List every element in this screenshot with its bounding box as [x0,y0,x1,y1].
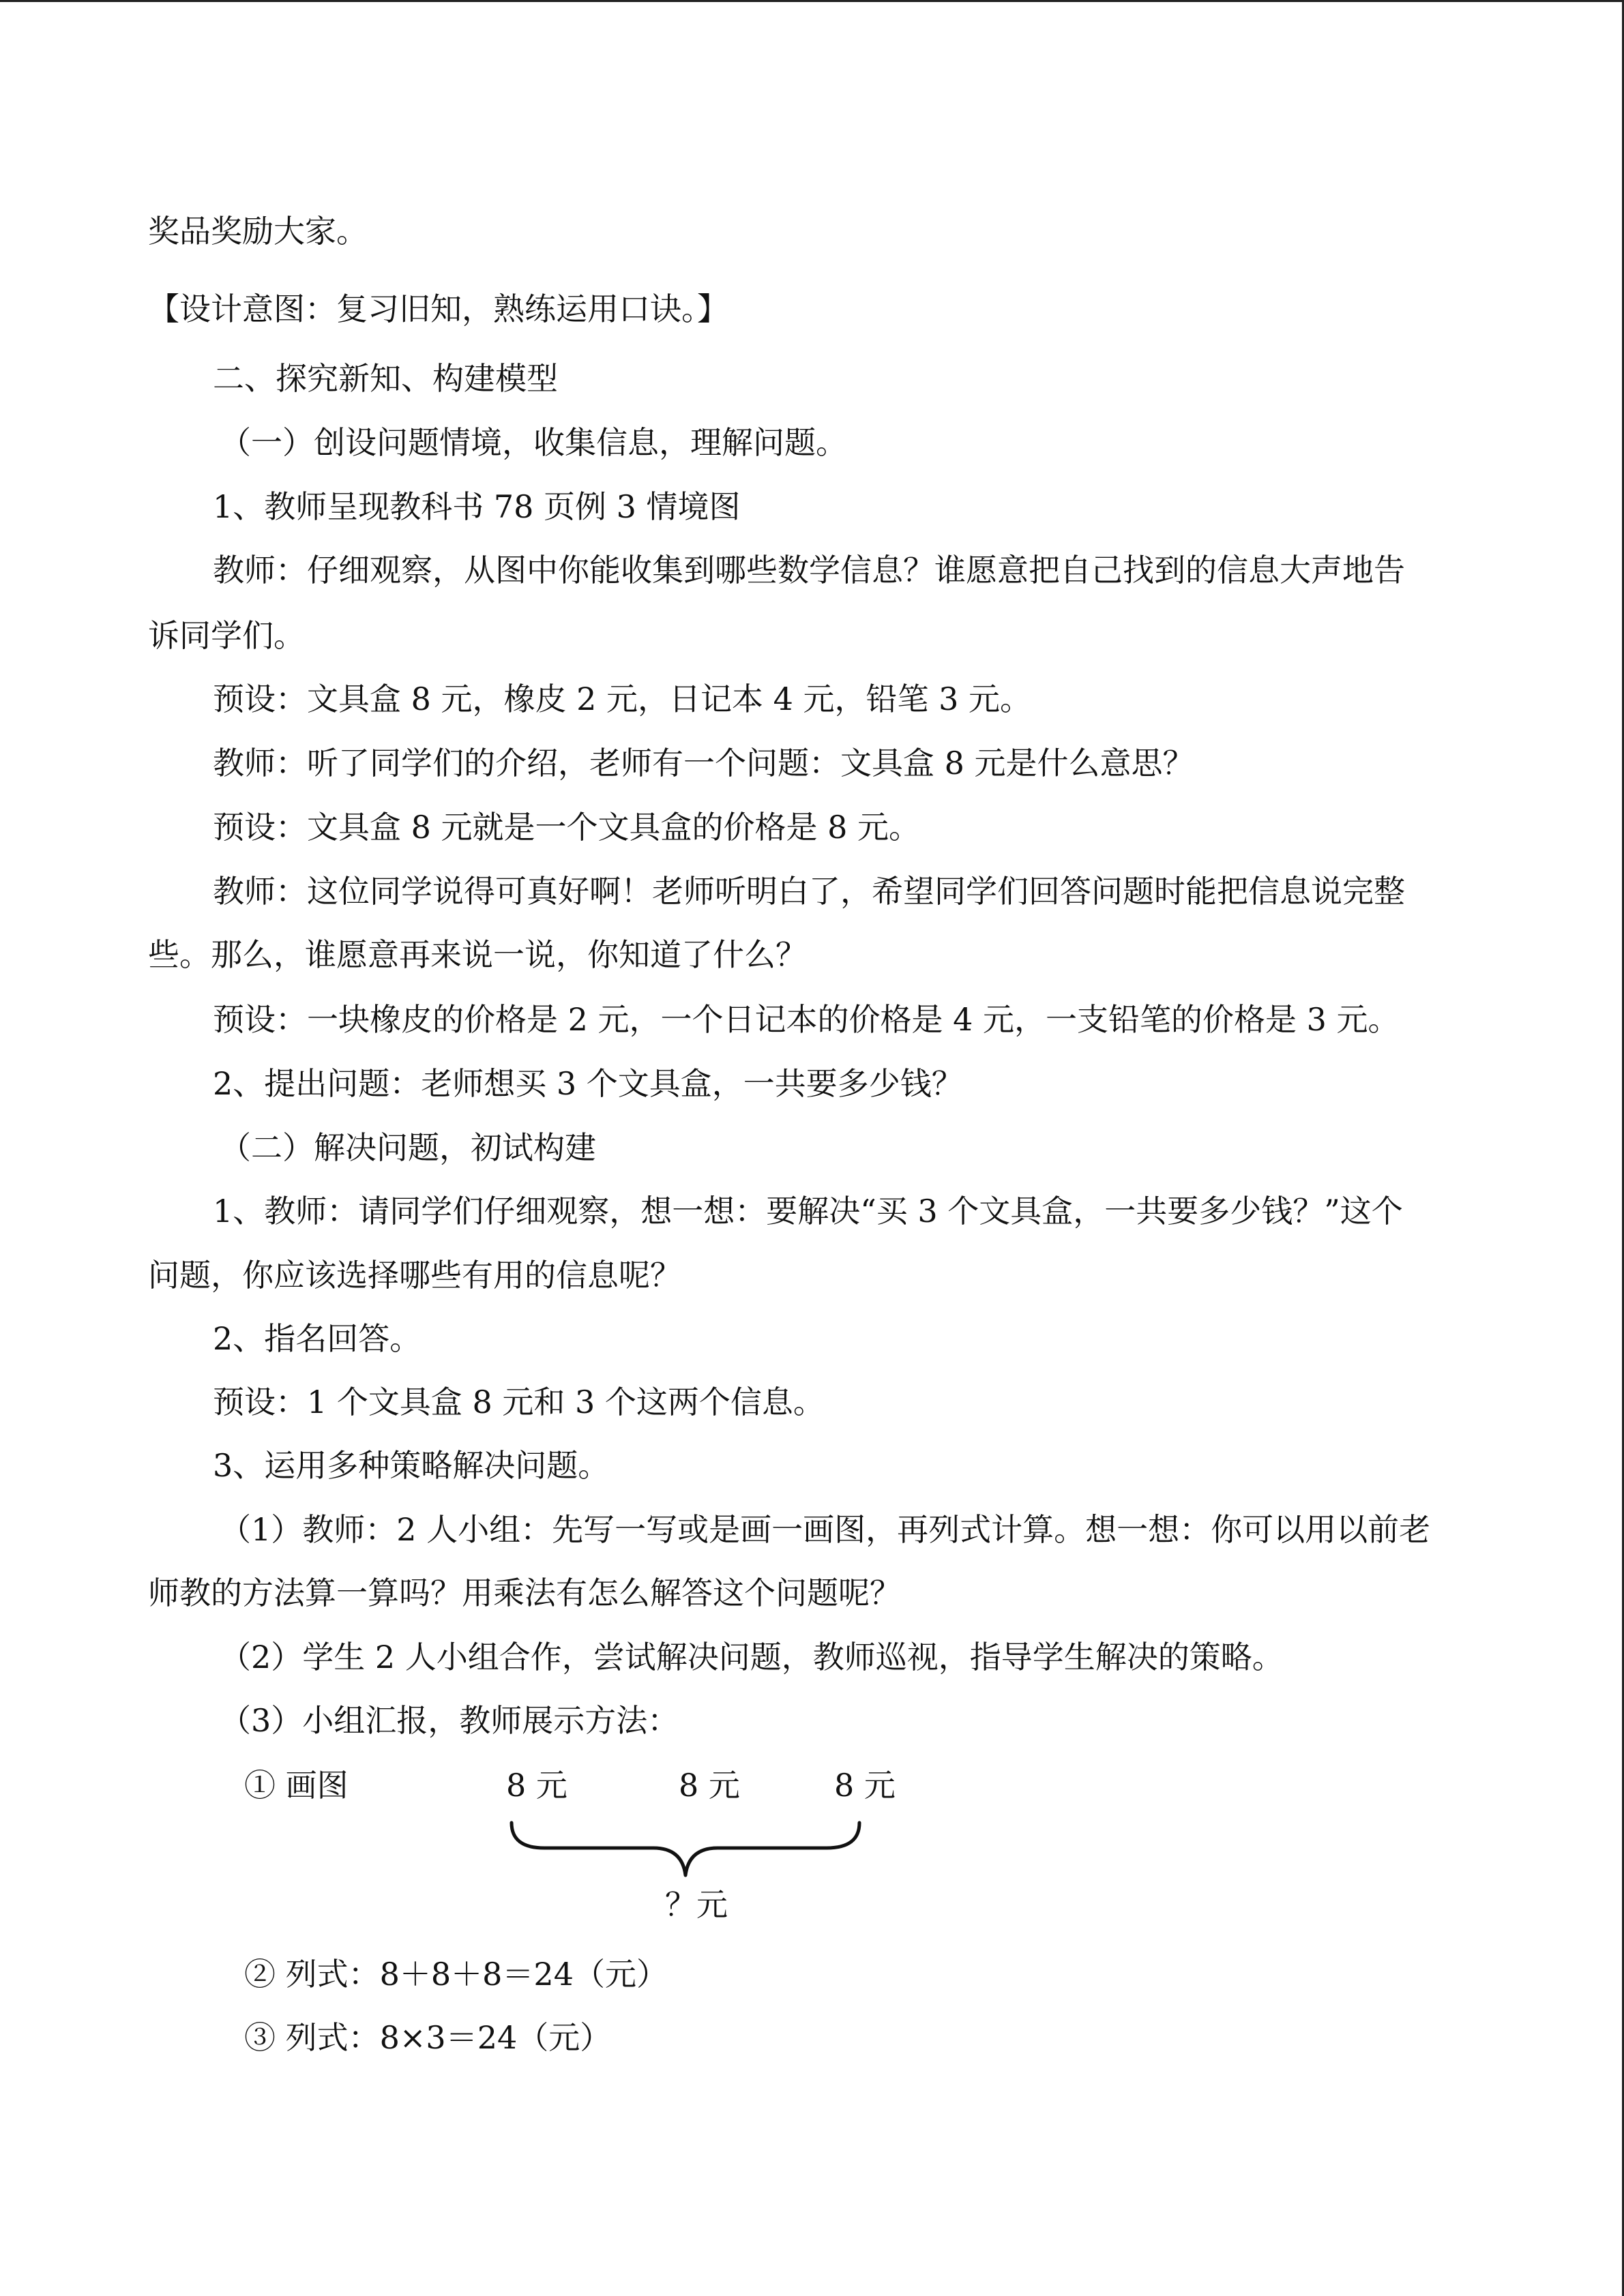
text-line-10: 预设：文具盒 8 元就是一个文具盒的价格是 8 元。 [213,809,921,846]
subsection-heading-2: （二）解决问题，初试构建 [220,1129,596,1166]
diagram-price-2: 8 元 [679,1767,740,1804]
design-intent: 【设计意图：复习旧知，熟练运用口诀。】 [148,290,728,327]
text-line-22: 师教的方法算一算吗？用乘法有怎么解答这个问题呢？ [148,1575,901,1611]
text-line-12: 些。那么，谁愿意再来说一说，你知道了什么？ [148,936,807,973]
text-line-14: 2、提出问题：老师想买 3 个文具盒，一共要多少钱？ [213,1065,963,1102]
text-line-21: （1）教师：2 人小组：先写一写或是画一画图，再列式计算。想一想：你可以用以前老 [220,1511,1431,1548]
text-line-5: 1、教师呈现教科书 78 页例 3 情境图 [213,488,741,525]
diagram-price-3: 8 元 [834,1767,896,1804]
text-line-19: 预设：1 个文具盒 8 元和 3 个这两个信息。 [213,1384,825,1420]
diagram-price-1: 8 元 [506,1767,567,1804]
text-line-9: 教师：听了同学们的介绍，老师有一个问题：文具盒 8 元是什么意思？ [213,745,1194,781]
text-line-6: 教师：仔细观察，从图中你能收集到哪些数学信息？谁愿意把自己找到的信息大声地告 [213,552,1405,588]
method-3: ③ 列式：8×3＝24（元） [244,2019,612,2056]
method-1-label: ① 画图 [244,1767,349,1804]
text-line-23: （2）学生 2 人小组合作，尝试解决问题，教师巡视，指导学生解决的策略。 [220,1639,1284,1675]
section-heading-2: 二、探究新知、构建模型 [213,360,558,397]
method-2: ② 列式：8＋8＋8＝24（元） [244,1956,668,1993]
diagram-total: ？元 [665,1886,728,1923]
text-line-24: （3）小组汇报，教师展示方法： [220,1702,679,1739]
text-line-20: 3、运用多种策略解决问题。 [213,1447,610,1484]
text-line-18: 2、指名回答。 [213,1320,422,1357]
text-line-13: 预设：一块橡皮的价格是 2 元，一个日记本的价格是 4 元，一支铅笔的价格是 3 元。 [213,1001,1400,1038]
text-line-7: 诉同学们。 [148,617,305,654]
text-line-1: 奖品奖励大家。 [148,213,368,250]
text-line-11: 教师：这位同学说得可真好啊！老师听明白了，希望同学们回答问题时能把信息说完整 [213,873,1405,910]
subsection-heading-1: （一）创设问题情境，收集信息，理解问题。 [220,424,847,461]
curly-brace-icon [505,1819,873,1881]
text-line-8: 预设：文具盒 8 元，橡皮 2 元，日记本 4 元，铅笔 3 元。 [213,681,1032,717]
text-line-17: 问题，你应该选择哪些有用的信息呢？ [148,1257,681,1294]
text-line-16: 1、教师：请同学们仔细观察，想一想：要解决“买 3 个文具盒，一共要多少钱？”这个 [213,1193,1403,1229]
